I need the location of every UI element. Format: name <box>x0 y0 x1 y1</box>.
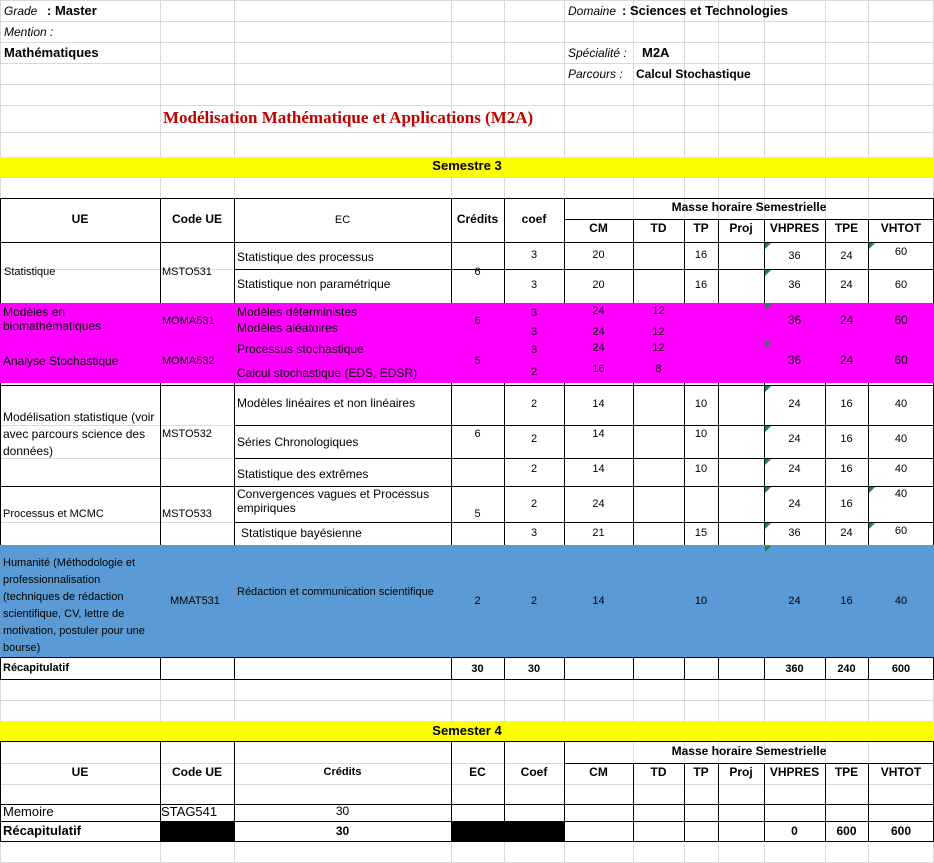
tpe: 16 <box>840 595 853 607</box>
coef: 3 <box>530 279 538 291</box>
vhtot: 40 <box>894 595 908 607</box>
col-ue-header: UE <box>71 212 89 226</box>
coef: 2 <box>530 433 538 445</box>
vhpres: 36 <box>788 279 801 291</box>
comment-marker <box>869 487 875 493</box>
credits-moma532: 5 <box>474 355 481 367</box>
gridline <box>0 132 934 133</box>
tp: 10 <box>694 595 708 607</box>
recap-s4-vhtot: 600 <box>890 824 912 838</box>
cm: 21 <box>592 527 605 539</box>
s4-col-ec-header: EC <box>469 765 486 779</box>
blackout-cell <box>451 821 564 841</box>
col-tp-header: TP <box>693 221 709 235</box>
table-border <box>0 486 934 487</box>
ec-calcul-stochastique: Calcul stochastique (EDS, EDSR) <box>237 366 418 380</box>
td: 12 <box>652 326 665 338</box>
comment-marker <box>765 523 771 529</box>
tp: 16 <box>694 279 708 291</box>
table-border <box>0 679 934 680</box>
credits-msto533: 5 <box>474 508 481 520</box>
recap-s3-coef: 30 <box>527 663 541 675</box>
credits-moma531: 6 <box>474 315 481 327</box>
tp: 15 <box>694 527 708 539</box>
comment-marker <box>869 523 875 529</box>
s4-col-vhtot-header: VHTOT <box>880 765 922 779</box>
vhpres: 24 <box>788 498 801 510</box>
comment-marker <box>765 342 771 348</box>
recap-s3-tpe: 240 <box>837 663 856 675</box>
s4-masse-header: Masse horaire Semestrielle <box>671 744 827 758</box>
coef: 3 <box>530 307 538 319</box>
ec-processus-stochastique: Processus stochastique <box>237 342 364 356</box>
credits-msto532: 6 <box>474 428 481 440</box>
tp: 10 <box>694 428 708 440</box>
comment-marker <box>765 304 771 310</box>
blackout-cell <box>160 821 234 841</box>
table-border <box>0 741 1 841</box>
coef: 2 <box>530 498 538 510</box>
recap-s4-tpe: 600 <box>836 824 857 838</box>
tpe: 16 <box>840 433 853 445</box>
vhpres: 24 <box>788 398 801 410</box>
s4-col-code-header: Code UE <box>171 765 222 779</box>
col-cm-header: CM <box>589 221 608 235</box>
gridline <box>0 784 934 785</box>
col-proj-header: Proj <box>729 221 753 235</box>
vhtot: 60 <box>894 313 908 327</box>
parcours-value: Calcul Stochastique <box>636 67 751 81</box>
s4-col-tp-header: TP <box>693 765 709 779</box>
cm: 14 <box>592 398 605 410</box>
s4-col-ue-header: UE <box>71 765 89 779</box>
grade-value: : Master <box>47 3 97 18</box>
ue-statistique: Statistique <box>4 266 56 278</box>
ec-modeles-lineaires: Modèles linéaires et non linéaires <box>237 396 416 410</box>
domaine-value: : Sciences et Technologies <box>622 3 788 18</box>
table-border <box>0 242 934 243</box>
comment-marker <box>765 386 771 392</box>
table-border <box>0 385 934 386</box>
code-msto532: MSTO532 <box>162 428 212 440</box>
code-stag541: STAG541 <box>161 804 218 819</box>
gridline <box>0 42 934 43</box>
ue-processus-mcmc: Processus et MCMC <box>3 508 104 520</box>
td: 8 <box>655 363 662 375</box>
ec-statistique-extremes: Statistique des extrêmes <box>237 467 369 481</box>
tpe: 24 <box>840 527 853 539</box>
col-vhtot-header: VHTOT <box>880 221 922 235</box>
parcours-label: Parcours : <box>568 67 623 81</box>
cm: 24 <box>592 326 605 338</box>
cm: 24 <box>592 342 605 354</box>
tpe: 16 <box>840 398 853 410</box>
gridline <box>0 84 934 85</box>
recap-s4-credits: 30 <box>335 824 350 838</box>
specialite-label: Spécialité : <box>568 46 627 60</box>
tp: 16 <box>694 249 708 261</box>
coef: 2 <box>530 463 538 475</box>
tpe: 24 <box>840 250 853 262</box>
page-title: Modélisation Mathématique et Applications (M2A) <box>163 108 534 127</box>
ec-statistique-processus: Statistique des processus <box>237 250 374 264</box>
vhpres: 36 <box>788 527 801 539</box>
ec-statistique-bayesienne: Statistique bayésienne <box>241 526 362 540</box>
cm: 14 <box>592 595 605 607</box>
semestre3-title: Semestre 3 <box>432 158 502 173</box>
col-vhpres-header: VHPRES <box>769 221 820 235</box>
ue-modelisation-statistique: Modélisation statistique (voir avec parcours science des données) <box>3 410 155 458</box>
cm: 16 <box>592 363 605 375</box>
recap-s3-label: Récapitulatif <box>3 662 70 674</box>
td: 12 <box>652 342 665 354</box>
col-credits-header: Crédits <box>456 212 499 226</box>
ec-convergences-vagues: Convergences vagues et Processus empiriques <box>237 487 430 515</box>
vhpres: 36 <box>787 353 802 367</box>
ec-redaction-communication: Rédaction et communication scientifique <box>237 586 434 598</box>
recap-s3-vhpres: 360 <box>785 663 804 675</box>
tp: 10 <box>694 398 708 410</box>
col-ec-header: EC <box>334 214 351 226</box>
cm: 20 <box>592 249 605 261</box>
col-coef-header: coef <box>521 212 547 226</box>
table-border <box>234 458 934 459</box>
vhpres: 36 <box>787 313 802 327</box>
recap-s3-vhtot: 600 <box>891 663 911 675</box>
tp: 10 <box>694 463 708 475</box>
coef: 2 <box>530 366 538 378</box>
coef: 3 <box>530 326 538 338</box>
gridline <box>0 63 934 64</box>
ec-series-chronologiques: Séries Chronologiques <box>237 435 359 449</box>
ue-humanite: Humanité (Méthodologie et professionnalisation (techniques de rédaction scientifique, CV, lettre de motivation, postuler pour une bourse) <box>3 557 145 655</box>
domaine-label: Domaine <box>568 4 617 18</box>
ec-statistique-non-parametrique: Statistique non paramétrique <box>237 277 391 291</box>
col-code-header: Code UE <box>171 212 222 226</box>
coef: 3 <box>530 527 538 539</box>
gridline <box>0 0 934 1</box>
comment-marker <box>765 487 771 493</box>
table-border <box>0 841 934 842</box>
vhpres: 24 <box>788 595 801 607</box>
vhtot: 40 <box>894 433 908 445</box>
grade-label: Grade <box>4 4 38 18</box>
memoire-credits: 30 <box>335 804 350 818</box>
ue-analyse-stochastique: Analyse Stochastique <box>3 354 119 368</box>
table-border <box>234 269 934 270</box>
mention-label: Mention : <box>4 25 54 39</box>
cm: 14 <box>592 428 605 440</box>
s4-col-credits-header: Crédits <box>323 766 362 778</box>
table-border <box>234 522 934 523</box>
s4-col-td-header: TD <box>650 765 667 779</box>
cm: 20 <box>592 279 605 291</box>
table-border <box>564 763 934 764</box>
code-msto531: MSTO531 <box>162 266 212 278</box>
vhtot: 60 <box>894 525 908 537</box>
s4-col-coef-header: Coef <box>520 765 548 779</box>
td: 12 <box>652 305 665 317</box>
recap-s4-label: Récapitulatif <box>3 823 82 838</box>
tpe: 16 <box>840 463 853 475</box>
cm: 24 <box>592 305 605 317</box>
tpe: 16 <box>840 498 853 510</box>
gridline <box>0 700 934 701</box>
comment-marker <box>765 426 771 432</box>
gridline <box>0 177 934 178</box>
specialite-value: M2A <box>642 45 670 60</box>
gridline <box>0 21 934 22</box>
ec-modeles-deterministes: Modèles déterministes <box>237 305 358 319</box>
col-tpe-header: TPE <box>834 221 859 235</box>
coef: 2 <box>530 595 538 607</box>
vhtot: 60 <box>894 353 908 367</box>
table-border <box>0 198 934 199</box>
vhtot: 40 <box>894 488 908 500</box>
s4-col-proj-header: Proj <box>729 765 753 779</box>
tpe: 24 <box>839 313 854 327</box>
semestre4-title: Semester 4 <box>432 723 502 738</box>
table-border <box>564 219 934 220</box>
s4-col-tpe-header: TPE <box>834 765 859 779</box>
vhtot: 40 <box>894 463 908 475</box>
cm: 14 <box>592 463 605 475</box>
mention-value: Mathématiques <box>4 45 99 60</box>
table-border <box>0 804 934 805</box>
code-moma532: MOMA532 <box>162 355 215 367</box>
vhtot: 60 <box>894 246 908 258</box>
tpe: 24 <box>840 279 853 291</box>
vhtot: 60 <box>894 279 908 291</box>
vhpres: 24 <box>788 463 801 475</box>
vhtot: 40 <box>894 398 908 410</box>
coef: 2 <box>530 398 538 410</box>
coef: 3 <box>530 344 538 356</box>
gridline <box>0 105 934 106</box>
code-mmat531: MMAT531 <box>170 595 220 607</box>
code-moma531: MOMA531 <box>162 315 215 327</box>
tpe: 24 <box>839 353 854 367</box>
table-border <box>234 425 934 426</box>
recap-s3-credits: 30 <box>471 663 484 675</box>
memoire-label: Memoire <box>3 804 54 819</box>
table-border <box>0 741 934 742</box>
comment-marker <box>765 459 771 465</box>
coef: 3 <box>530 249 538 261</box>
masse-header: Masse horaire Semestrielle <box>671 200 827 214</box>
comment-marker <box>765 270 771 276</box>
comment-marker <box>869 243 875 249</box>
col-td-header: TD <box>650 221 667 235</box>
credits-mmat531: 2 <box>474 595 481 607</box>
vhpres: 36 <box>788 250 801 262</box>
ue-modeles-biomathematiques: Modèles en biomathématiques <box>3 305 102 333</box>
credits-statistique: 6 <box>474 266 481 278</box>
vhpres: 24 <box>788 433 801 445</box>
comment-marker <box>765 546 771 552</box>
ec-modeles-aleatoires: Modèles aléatoires <box>237 321 338 335</box>
s4-col-vhpres-header: VHPRES <box>769 765 820 779</box>
recap-s4-vhpres: 0 <box>791 824 798 838</box>
s4-col-cm-header: CM <box>589 765 608 779</box>
code-msto533: MSTO533 <box>162 508 212 520</box>
cm: 24 <box>592 498 605 510</box>
comment-marker <box>765 243 771 249</box>
